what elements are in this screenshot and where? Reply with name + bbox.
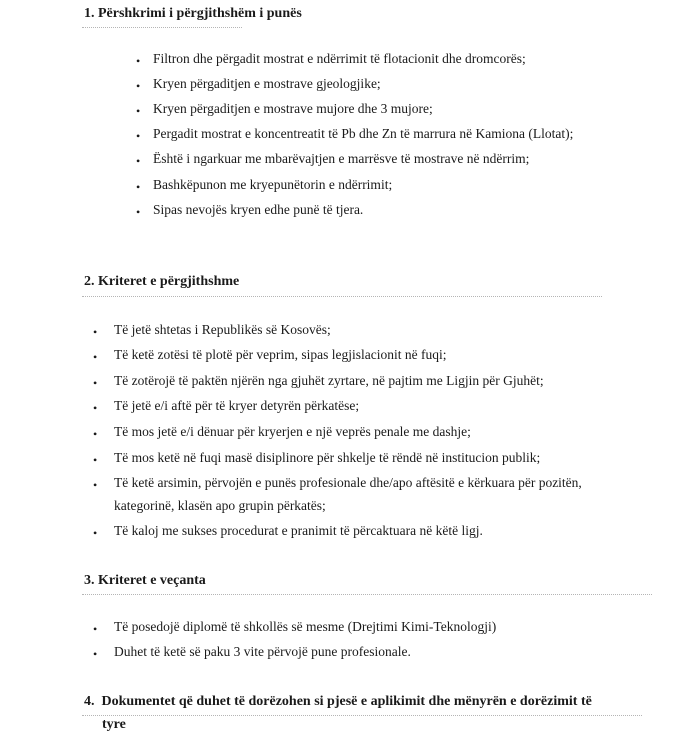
bullet-icon: •	[136, 79, 141, 93]
bullet-icon: •	[93, 325, 98, 339]
list-item: Të jetë e/i aftë për të kryer detyrën përkatëse;	[114, 398, 360, 413]
section-1-number: 1.	[84, 6, 95, 21]
bullet-icon: •	[136, 205, 141, 219]
bullet-icon: •	[93, 350, 98, 364]
bullet-icon: •	[93, 478, 98, 492]
section-2-heading	[84, 274, 239, 290]
bullet-icon: •	[136, 54, 141, 68]
scan-artifact-line	[82, 296, 602, 297]
list-item: Të mos ketë në fuqi masë disiplinore për shkelje të rëndë në institucion publik;	[114, 450, 541, 465]
bullet-icon: •	[136, 180, 141, 194]
bullet-icon: •	[93, 622, 98, 636]
list-item: Duhet të ketë së paku 3 vite përvojë pune profesionale.	[114, 644, 411, 659]
list-item: Filtron dhe përgadit mostrat e ndërrimit të flotacionit dhe dromcorës;	[153, 51, 526, 66]
section-1-title: Përshkrimi i përgjithshëm i punës	[98, 6, 302, 21]
list-item: Sipas nevojës kryen edhe punë të tjera.	[153, 202, 364, 217]
section-1-heading	[84, 6, 302, 22]
list-item: Të ketë arsimin, përvojën e punës profesionale dhe/apo aftësitë e kërkuara për pozitën,	[114, 475, 582, 490]
section-4-title: Dokumentet që duhet të dorëzohen si pjesë e aplikimit dhe mënyrën e dorëzimit të	[101, 694, 592, 709]
section-3-number: 3.	[84, 573, 95, 588]
scan-artifact-line	[82, 594, 652, 595]
section-3-heading	[84, 573, 206, 589]
section-2-number: 2.	[84, 274, 95, 289]
bullet-icon: •	[136, 154, 141, 168]
section-4-heading	[84, 694, 592, 710]
list-item: Është i ngarkuar me mbarëvajtjen e marrësve të mostrave në ndërrim;	[153, 151, 530, 166]
list-item: Bashkëpunon me kryepunëtorin e ndërrimit;	[153, 177, 393, 192]
bullet-icon: •	[93, 427, 98, 441]
list-item-continuation: kategorinë, klasën apo grupin përkatës;	[114, 498, 326, 513]
section-3-title: Kriteret e veçanta	[98, 573, 206, 588]
list-item: Kryen përgaditjen e mostrave gjeologjike;	[153, 76, 381, 91]
list-item: Të jetë shtetas i Republikës së Kosovës;	[114, 322, 331, 337]
section-4-number: 4.	[84, 694, 95, 709]
list-item: Të mos jetë e/i dënuar për kryerjen e një veprës penale me dashje;	[114, 424, 471, 439]
bullet-icon: •	[93, 453, 98, 467]
bullet-icon: •	[136, 129, 141, 143]
section-2-title: Kriteret e përgjithshme	[98, 274, 240, 289]
bullet-icon: •	[93, 526, 98, 540]
bullet-icon: •	[93, 376, 98, 390]
section-4-title-continuation: tyre	[102, 717, 126, 732]
scan-artifact-line	[82, 715, 642, 716]
list-item: Të ketë zotësi të plotë për veprim, sipas legjislacionit në fuqi;	[114, 347, 447, 362]
bullet-icon: •	[136, 104, 141, 118]
list-item: Pergadit mostrat e koncentreatit të Pb dhe Zn të marrura në Kamiona (Llotat);	[153, 126, 574, 141]
scan-artifact-line	[82, 27, 242, 28]
list-item: Të kaloj me sukses procedurat e pranimit të përcaktuara në këtë ligj.	[114, 523, 483, 538]
bullet-icon: •	[93, 401, 98, 415]
list-item: Të zotërojë të paktën njërën nga gjuhët zyrtare, në pajtim me Ligjin për Gjuhët;	[114, 373, 544, 388]
list-item: Të posedojë diplomë të shkollës së mesme (Drejtimi Kimi-Teknologji)	[114, 619, 497, 634]
list-item: Kryen përgaditjen e mostrave mujore dhe 3 mujore;	[153, 101, 433, 116]
bullet-icon: •	[93, 647, 98, 661]
